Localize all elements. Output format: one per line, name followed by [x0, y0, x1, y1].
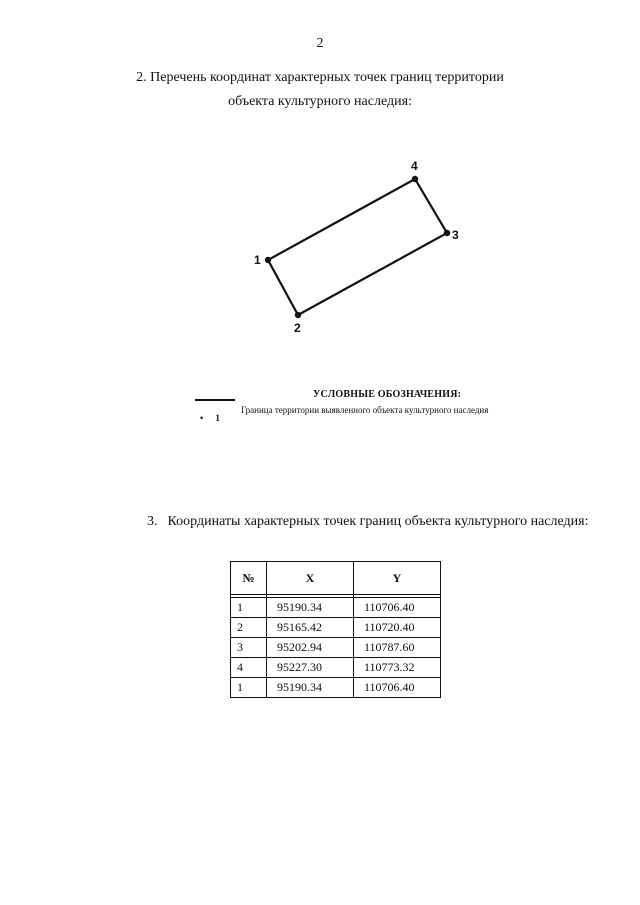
section-2-heading-line-1: 2. Перечень координат характерных точек границ территории — [136, 70, 504, 85]
point-3-label: 3 — [452, 228, 459, 242]
table-header-number: № — [231, 562, 267, 595]
table-row — [231, 598, 441, 618]
table-cell-x: 95190.34 — [267, 598, 354, 618]
section-3-heading-text: Координаты характерных точек границ объекта культурного наследия: — [167, 514, 589, 529]
table-cell-number: 2 — [231, 618, 267, 638]
table-cell-y: 110706.40 — [354, 598, 441, 618]
table-header-row — [231, 562, 441, 595]
point-4-label: 4 — [411, 159, 418, 173]
table-cell-number: 1 — [231, 598, 267, 618]
section-3-heading — [147, 514, 588, 530]
point-3-marker — [444, 230, 450, 236]
coordinates-table — [230, 561, 441, 698]
table-cell-y: 110787.60 — [354, 638, 441, 658]
legend-title: УСЛОВНЫЕ ОБОЗНАЧЕНИЯ: — [313, 389, 462, 400]
table-cell-number: 4 — [231, 658, 267, 678]
table-cell-x: 95202.94 — [267, 638, 354, 658]
section-3-number: 3. — [147, 514, 158, 529]
table-cell-number: 1 — [231, 678, 267, 698]
table-header-x: X — [267, 562, 354, 595]
table-cell-number: 3 — [231, 638, 267, 658]
table-cell-x: 95227.30 — [267, 658, 354, 678]
legend-boundary-line — [195, 399, 235, 401]
table-row — [231, 678, 441, 698]
page-number: 2 — [316, 36, 324, 51]
table-cell-x: 95165.42 — [267, 618, 354, 638]
boundary-polygon — [268, 179, 447, 315]
table-row — [231, 638, 441, 658]
legend-boundary-text: Граница территории выявленного объекта культурного наследия — [241, 405, 489, 415]
point-2-marker — [295, 312, 301, 318]
point-4-marker — [412, 176, 418, 182]
table-row — [231, 658, 441, 678]
table-row — [231, 618, 441, 638]
table-cell-x: 95190.34 — [267, 678, 354, 698]
point-1-marker — [265, 257, 271, 263]
table-cell-y: 110773.32 — [354, 658, 441, 678]
section-2-heading-line-2: объекта культурного наследия: — [228, 94, 412, 109]
table-header-y: Y — [354, 562, 441, 595]
table-cell-y: 110720.40 — [354, 618, 441, 638]
point-1-label: 1 — [254, 253, 261, 267]
point-2-label: 2 — [294, 321, 301, 335]
table-cell-y: 110706.40 — [354, 678, 441, 698]
legend-point-marker: • 1 — [200, 413, 225, 423]
